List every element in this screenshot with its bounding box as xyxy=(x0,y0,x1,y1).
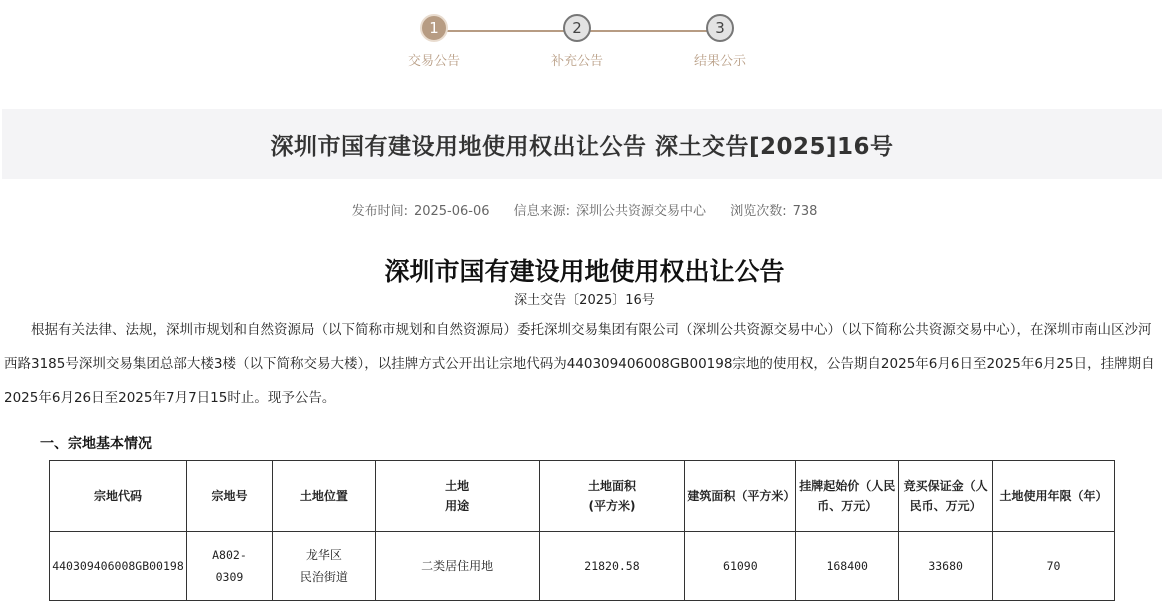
intro-paragraph: 根据有关法律、法规，深圳市规划和自然资源局（以下简称市规划和自然资源局）委托深圳交易集团有限公司（深圳公共资源交易中心）（以下简称公共资源交易中心），在深圳市南山区沙河西路3185号深圳交易集团总部大楼3楼（以下简称交易大楼），以挂牌方式公开出让宗地代码为440309406008GB00198宗地的使用权，公告期自2025年6月6日至2025年6月25日，挂牌期自2025年6月26日至2025年7月7日15时止。现予公告。 xyxy=(4,322,1155,406)
info-source-label: 信息来源: xyxy=(513,204,571,219)
step-1[interactable] xyxy=(394,14,474,69)
article-meta xyxy=(0,200,1169,219)
cell-use-years: 70 xyxy=(993,532,1115,601)
header-land-usage-line2: 用途 xyxy=(445,499,470,513)
cell-parcel-number xyxy=(186,532,272,601)
cell-parcel-number-line2: 0309 xyxy=(215,570,244,584)
cell-location xyxy=(272,532,375,601)
info-source xyxy=(514,204,706,219)
header-land-area-line1: 土地面积 xyxy=(587,479,636,493)
publish-time xyxy=(352,204,490,219)
info-source-value: 深圳公共资源交易中心 xyxy=(576,204,707,219)
step-3-label: 结果公示 xyxy=(693,54,746,69)
page-title: 深圳市国有建设用地使用权出让公告 深土交告[2025]16号 xyxy=(270,133,894,160)
view-count-value: 738 xyxy=(792,204,818,219)
document-title: 深圳市国有建设用地使用权出让公告 xyxy=(384,257,785,286)
view-count-label: 浏览次数: xyxy=(730,204,787,219)
cell-land-area: 21820.58 xyxy=(539,532,685,601)
header-parcel-number: 宗地号 xyxy=(186,461,272,532)
step-1-label: 交易公告 xyxy=(407,54,460,69)
document-number: 深土交告〔2025〕16号 xyxy=(514,293,655,308)
cell-location-line2: 民治街道 xyxy=(299,570,348,584)
header-use-years: 土地使用年限（年） xyxy=(993,461,1115,532)
step-2[interactable] xyxy=(537,14,617,69)
step-2-circle: 2 xyxy=(563,14,591,42)
cell-start-price: 168400 xyxy=(796,532,899,601)
header-parcel-code: 宗地代码 xyxy=(50,461,187,532)
step-2-label: 补充公告 xyxy=(550,54,603,69)
header-land-area xyxy=(539,461,685,532)
header-floor-area: 建筑面积（平方米） xyxy=(685,461,796,532)
step-3[interactable] xyxy=(680,14,760,69)
parcel-info-table xyxy=(49,460,1115,601)
cell-deposit: 33680 xyxy=(899,532,993,601)
table-row xyxy=(50,532,1115,601)
cell-land-usage: 二类居住用地 xyxy=(375,532,539,601)
publish-time-label: 发布时间: xyxy=(351,204,408,219)
header-deposit: 竞买保证金（人民币、万元） xyxy=(899,461,993,532)
header-land-area-line2: (平方米) xyxy=(588,499,636,513)
header-land-usage-line1: 土地 xyxy=(445,479,470,493)
view-count xyxy=(730,204,817,219)
progress-steps xyxy=(0,0,1169,80)
cell-floor-area: 61090 xyxy=(685,532,796,601)
page-title-bar xyxy=(2,109,1162,179)
header-start-price: 挂牌起始价（人民币、万元） xyxy=(796,461,899,532)
publish-time-value: 2025-06-06 xyxy=(413,204,490,219)
cell-location-line1: 龙华区 xyxy=(305,548,342,562)
section-heading-parcel-info: 一、宗地基本情况 xyxy=(40,436,152,452)
cell-parcel-number-line1: A802- xyxy=(212,548,247,562)
cell-parcel-code: 440309406008GB00198 xyxy=(50,532,187,601)
step-3-circle: 3 xyxy=(706,14,734,42)
header-land-usage xyxy=(375,461,539,532)
step-1-circle: 1 xyxy=(420,14,448,42)
table-header-row xyxy=(50,461,1115,532)
header-location: 土地位置 xyxy=(272,461,375,532)
